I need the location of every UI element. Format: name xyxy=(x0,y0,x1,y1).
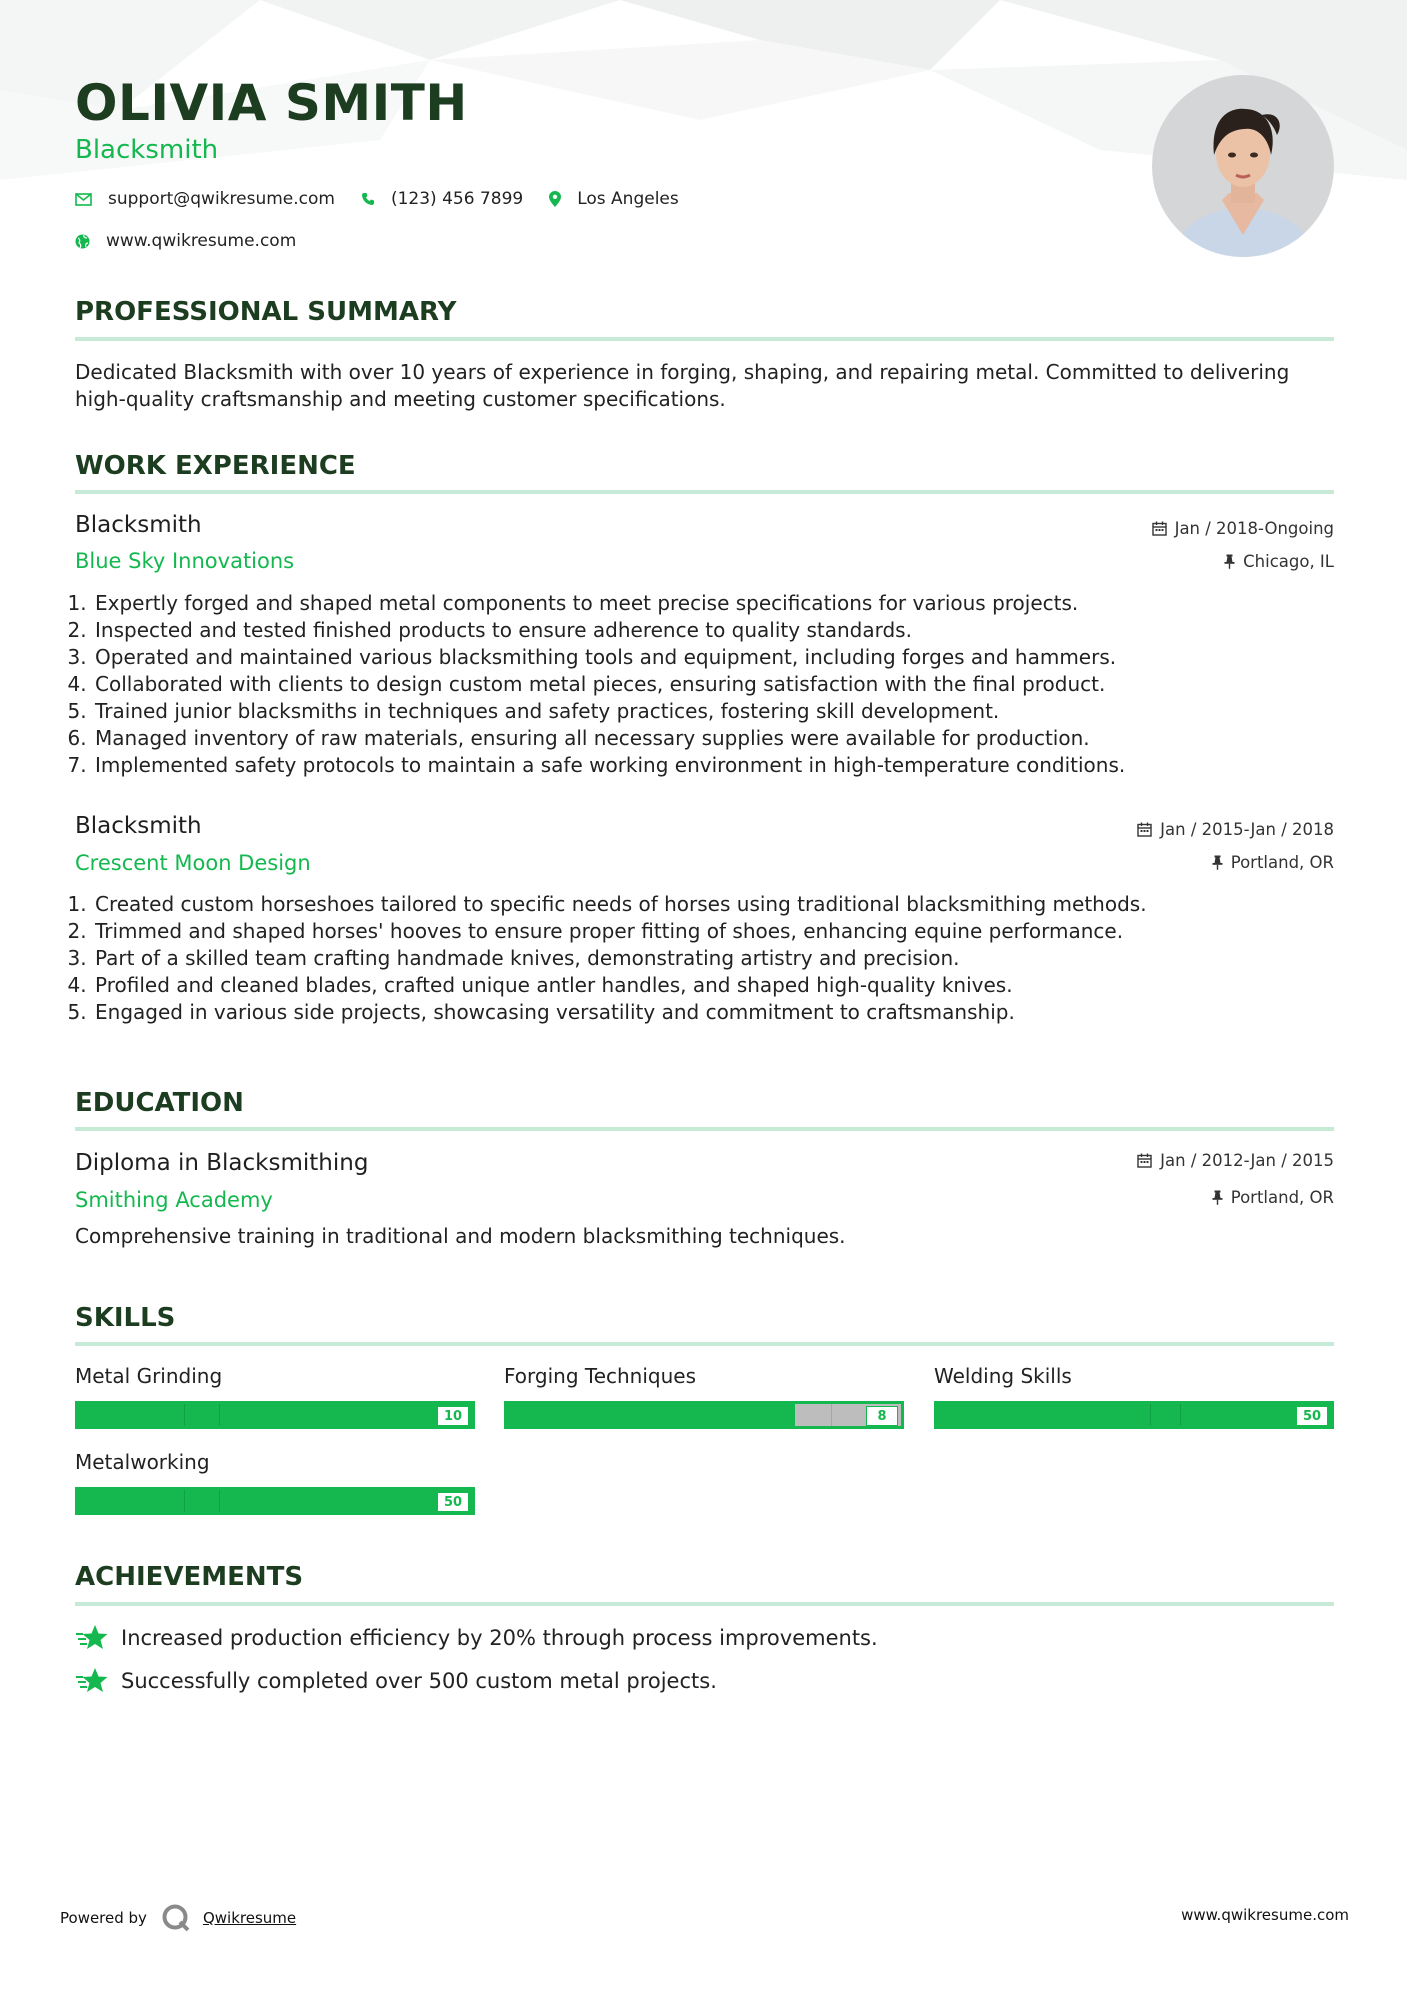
skill-segment xyxy=(1180,1404,1181,1426)
job-1-location-text: Chicago, IL xyxy=(1243,552,1334,571)
list-item: 1. Expertly forged and shaped metal components to meet precise specifications for various projects. xyxy=(93,590,1352,617)
powered-by-text: Powered by xyxy=(60,1909,147,1927)
list-item: 2. Inspected and tested finished products to ensure adherence to quality standards. xyxy=(93,617,1352,644)
achievement-text-2: Successfully completed over 500 custom metal projects. xyxy=(121,1669,717,1693)
skill-segment xyxy=(219,1404,220,1426)
achievements-heading: ACHIEVEMENTS xyxy=(75,1562,304,1592)
email-text: support@qwikresume.com xyxy=(108,189,335,209)
job-2-dates-text: Jan / 2015-Jan / 2018 xyxy=(1160,820,1334,839)
job-1-dates xyxy=(1152,519,1334,538)
globe-icon xyxy=(75,234,90,249)
candidate-name: OLIVIA SMITH xyxy=(75,74,468,132)
calendar-icon xyxy=(1137,822,1152,837)
footer-powered-by xyxy=(60,1903,296,1933)
education-description: Comprehensive training in traditional and modern blacksmithing techniques. xyxy=(75,1224,846,1248)
star-icon xyxy=(75,1667,109,1695)
skill-4-fill xyxy=(78,1490,472,1512)
contact-row-2 xyxy=(75,231,322,251)
list-item: 2. Trimmed and shaped horses' hooves to ensure proper fitting of shoes, enhancing equine performance. xyxy=(93,918,1352,945)
list-item: 4. Profiled and cleaned blades, crafted unique antler handles, and shaped high-quality knives. xyxy=(93,972,1352,999)
pin-icon xyxy=(1212,855,1223,870)
list-item: 6. Managed inventory of raw materials, ensuring all necessary supplies were available for production. xyxy=(93,725,1352,752)
education-divider xyxy=(75,1127,1334,1131)
job-1-company: Blue Sky Innovations xyxy=(75,549,295,573)
portrait-illustration xyxy=(1152,75,1334,257)
skills-heading: SKILLS xyxy=(75,1303,176,1333)
skills-divider xyxy=(75,1342,1334,1346)
skill-segment xyxy=(184,1490,185,1512)
summary-divider xyxy=(75,337,1334,341)
achievements-divider xyxy=(75,1602,1334,1606)
qwikresume-link[interactable]: Qwikresume xyxy=(202,1909,297,1927)
phone-icon xyxy=(361,192,375,206)
education-dates-text: Jan / 2012-Jan / 2015 xyxy=(1160,1151,1334,1170)
job-1-title: Blacksmith xyxy=(75,512,202,538)
summary-text: Dedicated Blacksmith with over 10 years of experience in forging, shaping, and repairing metal. Committed to delivering high-quality craftsmanship and meeting customer specifications. xyxy=(75,360,1290,411)
job-1-location xyxy=(1224,552,1334,571)
job-2-location xyxy=(1212,853,1334,872)
footer-url[interactable]: www.qwikresume.com xyxy=(1181,1906,1349,1924)
skill-4-value: 50 xyxy=(437,1492,469,1512)
experience-divider xyxy=(75,490,1334,494)
education-dates xyxy=(1137,1151,1334,1170)
location-contact xyxy=(549,189,679,209)
achievement-item-2 xyxy=(75,1667,717,1695)
phone-text: (123) 456 7899 xyxy=(390,189,524,209)
profile-photo xyxy=(1152,75,1334,257)
skill-2-value: 8 xyxy=(866,1406,898,1426)
skill-segment xyxy=(1150,1404,1151,1426)
education-location-text: Portland, OR xyxy=(1230,1188,1334,1207)
education-location xyxy=(1212,1188,1334,1207)
skill-3-label: Welding Skills xyxy=(934,1364,1072,1388)
summary-heading: PROFESSIONAL SUMMARY xyxy=(75,297,457,327)
list-item: 5. Trained junior blacksmiths in techniques and safety practices, fostering skill development. xyxy=(93,698,1352,725)
skill-2-fill xyxy=(507,1404,795,1426)
job-2-company: Crescent Moon Design xyxy=(75,851,311,875)
degree-title: Diploma in Blacksmithing xyxy=(75,1150,369,1176)
skill-segment xyxy=(219,1490,220,1512)
email-contact[interactable] xyxy=(75,189,335,209)
map-pin-icon xyxy=(549,191,561,207)
skill-3-value: 50 xyxy=(1296,1406,1328,1426)
list-item: 1. Created custom horseshoes tailored to specific needs of horses using traditional blacksmithing methods. xyxy=(93,891,1352,918)
pin-icon xyxy=(1224,554,1235,569)
education-heading: EDUCATION xyxy=(75,1088,244,1118)
calendar-icon xyxy=(1137,1153,1152,1168)
pin-icon xyxy=(1212,1190,1223,1205)
envelope-icon xyxy=(75,193,92,206)
job-2-location-text: Portland, OR xyxy=(1230,853,1334,872)
skill-segment xyxy=(831,1404,832,1426)
calendar-icon xyxy=(1152,521,1167,536)
skill-1-value: 10 xyxy=(437,1406,469,1426)
qwikresume-logo-icon xyxy=(161,1903,191,1933)
experience-heading: WORK EXPERIENCE xyxy=(75,451,356,481)
list-item: 7. Implemented safety protocols to maintain a safe working environment in high-temperature conditions. xyxy=(93,752,1352,779)
list-item: 5. Engaged in various side projects, showcasing versatility and commitment to craftsmanship. xyxy=(93,999,1352,1026)
star-icon xyxy=(75,1624,109,1652)
skill-1-bar xyxy=(75,1401,475,1429)
website-text: www.qwikresume.com xyxy=(106,231,297,251)
achievement-item-1 xyxy=(75,1624,878,1652)
contact-row-1 xyxy=(75,189,705,209)
skill-4-bar xyxy=(75,1487,475,1515)
skill-2-bar xyxy=(504,1401,904,1429)
website-contact[interactable] xyxy=(75,231,296,251)
job-2-responsibilities xyxy=(75,891,1352,1026)
candidate-role: Blacksmith xyxy=(75,135,219,165)
skill-segment xyxy=(184,1404,185,1426)
achievement-text-1: Increased production efficiency by 20% through process improvements. xyxy=(121,1626,878,1650)
job-2-title: Blacksmith xyxy=(75,813,202,839)
job-2-dates xyxy=(1137,820,1334,839)
skill-3-fill xyxy=(937,1404,1331,1426)
skill-1-fill xyxy=(78,1404,472,1426)
list-item: 3. Operated and maintained various blacksmithing tools and equipment, including forges and hammers. xyxy=(93,644,1352,671)
skill-2-label: Forging Techniques xyxy=(504,1364,697,1388)
list-item: 3. Part of a skilled team crafting handmade knives, demonstrating artistry and precision. xyxy=(93,945,1352,972)
school-name: Smithing Academy xyxy=(75,1188,273,1212)
phone-contact[interactable] xyxy=(361,189,523,209)
job-1-dates-text: Jan / 2018-Ongoing xyxy=(1174,519,1334,538)
skill-4-label: Metalworking xyxy=(75,1450,210,1474)
skill-1-label: Metal Grinding xyxy=(75,1364,223,1388)
list-item: 4. Collaborated with clients to design custom metal pieces, ensuring satisfaction with the final product. xyxy=(93,671,1352,698)
skill-3-bar xyxy=(934,1401,1334,1429)
location-text: Los Angeles xyxy=(577,189,679,209)
job-1-responsibilities xyxy=(75,590,1352,779)
